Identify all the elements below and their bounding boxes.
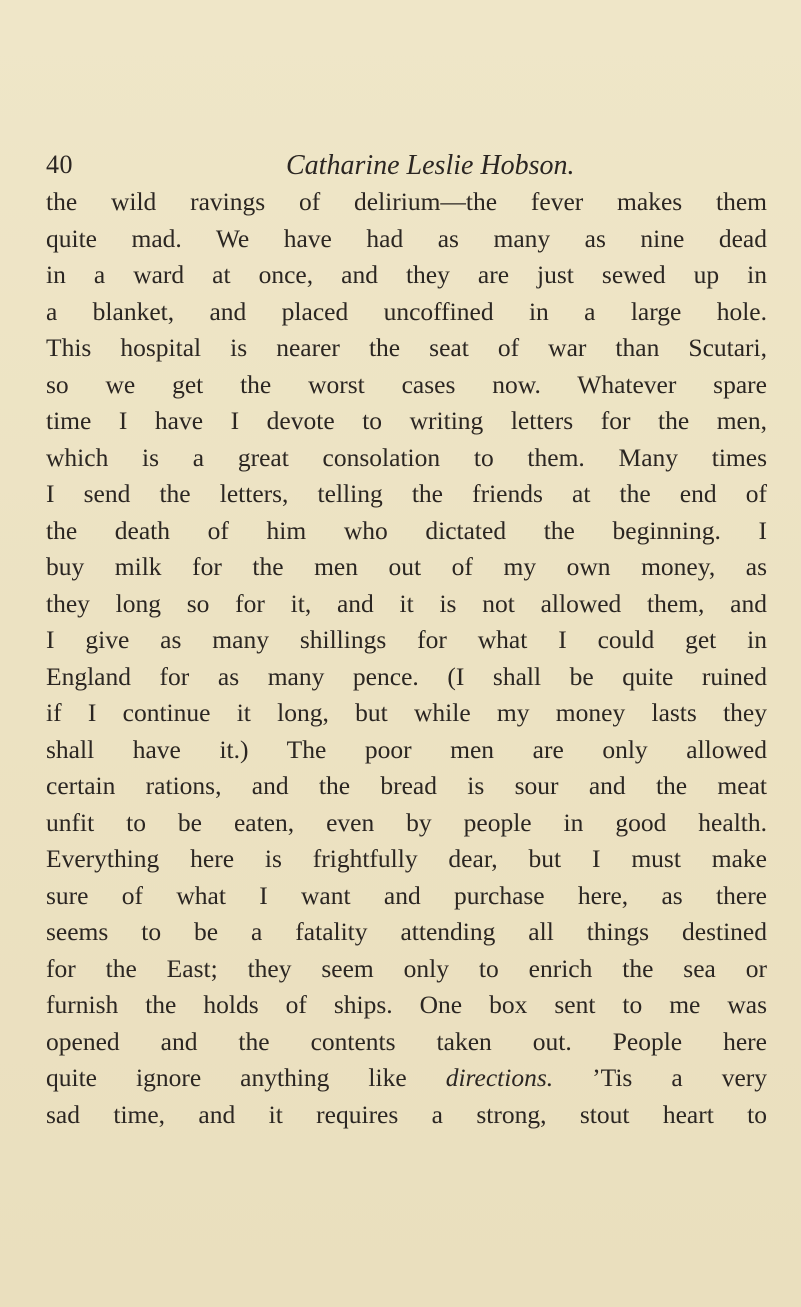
text-line: they long so for it, and it is not allowed them, and	[46, 588, 767, 618]
text-segment: quite ignore anything like	[46, 1063, 446, 1092]
text-line: This hospital is nearer the seat of war than Scutari,	[46, 333, 767, 362]
text-line: quite mad. We have had as many as nine dead	[46, 223, 767, 253]
text-line: I send the letters, telling the friends at the end of	[46, 479, 767, 508]
text-line: opened and the contents taken out. People here	[46, 1026, 767, 1056]
text-line: unfit to be eaten, even by people in good health.	[46, 807, 767, 837]
text-line: sure of what I want and purchase here, as there	[46, 880, 767, 910]
text-line-with-italic	[46, 1060, 767, 1097]
text-line: for the East; they seem only to enrich the sea or	[46, 953, 767, 983]
body-text	[46, 184, 767, 1133]
text-line: a blanket, and placed uncoffined in a large hole.	[46, 296, 767, 326]
text-line: furnish the holds of ships. One box sent to me was	[46, 990, 767, 1019]
text-line: buy milk for the men out of my own money, as	[46, 552, 767, 581]
text-line: I give as many shillings for what I could get in	[46, 625, 767, 654]
running-title: Catharine Leslie Hobson.	[286, 150, 575, 181]
text-line: seems to be a fatality attending all things destined	[46, 917, 767, 946]
page-number: 40	[46, 150, 73, 179]
italic-word: directions.	[445, 1063, 554, 1092]
text-line: which is a great consolation to them. Many times	[46, 442, 767, 472]
text-segment: ’Tis a very	[553, 1063, 767, 1092]
running-head	[46, 150, 761, 186]
text-line: in a ward at once, and they are just sewed up in	[46, 260, 767, 289]
text-line: if I continue it long, but while my money lasts they	[46, 698, 767, 727]
text-line: sad time, and it requires a strong, stout heart to	[46, 1099, 767, 1129]
text-line: shall have it.) The poor men are only allowed	[46, 734, 767, 764]
text-line: certain rations, and the bread is sour and the meat	[46, 771, 767, 800]
text-line: the death of him who dictated the beginning. I	[46, 515, 767, 545]
text-line: the wild ravings of delirium—the fever makes them	[46, 187, 767, 216]
text-line: time I have I devote to writing letters for the men,	[46, 406, 767, 435]
text-line: so we get the worst cases now. Whatever spare	[46, 369, 767, 399]
text-line: Everything here is frightfully dear, but I must make	[46, 844, 767, 873]
text-line: England for as many pence. (I shall be quite ruined	[46, 661, 767, 691]
